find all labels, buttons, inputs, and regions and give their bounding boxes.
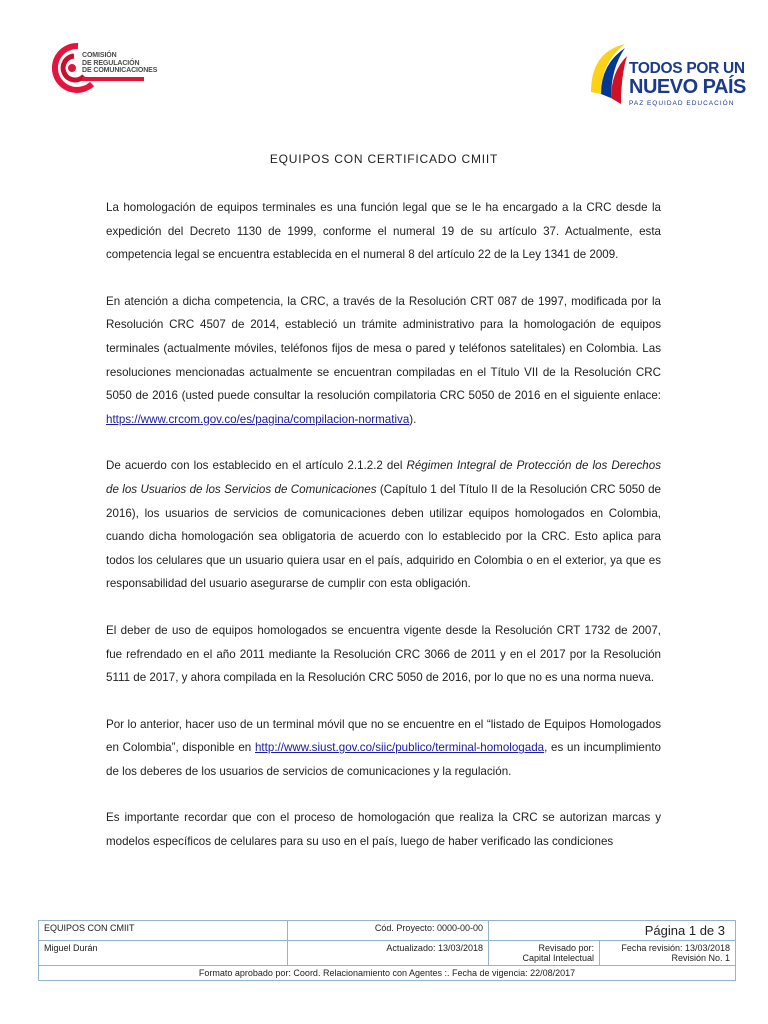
paragraph-5 xyxy=(106,713,661,784)
gov-logo xyxy=(585,42,745,112)
footer-review-date: Fecha revisión: 13/03/2018 xyxy=(621,943,730,953)
footer-updated: Actualizado: 13/03/2018 xyxy=(288,941,489,966)
p5-text: Por lo anterior, hacer uso de un terminal móvil que no se encuentre en el “listado de Equipos Homologados en Colombia”, disponible en xyxy=(106,717,661,755)
footer-revision: Revisión No. 1 xyxy=(671,953,730,963)
crc-logo xyxy=(48,40,198,100)
paragraph-2 xyxy=(106,290,661,432)
crc-line1: COMISIÓN xyxy=(82,52,117,59)
paragraph-1: La homologación de equipos terminales es una función legal que se le ha encargado a la CRC desde la expedición del Decreto 1130 de 1999, conforme el numeral 19 de su artículo 37. Actualmente, esta competencia legal se encuentra establecida en el numeral 8 del artículo 22 de la Ley 1341 de 2009. xyxy=(106,201,661,262)
p2-end: ). xyxy=(409,412,417,426)
paragraph-6: Es importante recordar que con el proceso de homologación que realiza la CRC se autorizan marcas y modelos específicos de celulares para su uso en el país, luego de haber verificado las condiciones xyxy=(106,811,661,849)
gov-line3: PAZ EQUIDAD EDUCACIÓN xyxy=(629,100,735,107)
footer-reviewed-label: Revisado por: xyxy=(538,943,594,953)
document-body xyxy=(106,196,661,877)
footer-page-number: Página 1 de 3 xyxy=(489,921,736,941)
footer-doc-name: EQUIPOS CON CMIIT xyxy=(39,921,288,941)
crc-line3: DE COMUNICACIONES xyxy=(82,67,158,74)
homologated-list-link[interactable]: http://www.siust.gov.co/siic/publico/terminal-homologada xyxy=(254,741,545,755)
flag-swoosh-icon xyxy=(585,42,629,112)
document-footer xyxy=(38,920,736,981)
p2-text: En atención a dicha competencia, la CRC, a través de la Resolución CRT 087 de 1997, modificada por la Resolución CRC 4507 de 2014, estableció un trámite administrativo para la homologación de equipos terminales (actualmente móviles, teléfonos fijos de mesa o pared y teléfonos satelitales) en Colombia. Las resoluciones mencionadas actualmente se encuentran compiladas en el Título VII de la Resolución CRC 5050 de 2016 (usted puede consultar la resolución compilatoria CRC 5050 de 2016 en el siguiente enlace: xyxy=(106,294,661,403)
footer-reviewed xyxy=(489,941,600,966)
footer-reviewed-by: Capital Intelectual xyxy=(522,953,594,963)
paragraph-3 xyxy=(106,454,661,596)
p3-italic: Régimen Integral de Protección de los Derechos de los Usuarios de los Servicios de Comunicaciones xyxy=(106,459,661,496)
p3-text: De acuerdo con los establecido en el artículo 2.1.2.2 del xyxy=(106,459,407,473)
page-title: EQUIPOS CON CERTIFICADO CMIIT xyxy=(269,152,499,166)
footer-revision-info xyxy=(600,941,736,966)
crc-tag-bar xyxy=(82,77,144,81)
crc-line2: DE REGULACIÓN xyxy=(82,59,140,67)
gov-line1: TODOS POR UN xyxy=(629,60,745,77)
p3-end: (Capítulo 1 del Título II de la Resolución CRC 5050 de 2016), los usuarios de servicios de comunicaciones deben utilizar equipos homologados en Colombia, cuando dicha homologación sea obligatoria de acuerdo con lo establecido por la CRC. Esto aplica para todos los celulares que un usuario quiera usar en el país, adquirido en Colombia o en el exterior, ya que es responsabilidad del usuario asegurarse de cumplir con esta obligación. xyxy=(106,482,661,591)
footer-project-code: Cód. Proyecto: 0000-00-00 xyxy=(288,921,489,941)
paragraph-4: El deber de uso de equipos homologados se encuentra vigente desde la Resolución CRT 1732 de 2007, fue refrendado en el año 2011 mediante la Resolución CRC 3066 de 2011 y en el 2017 por la Resolución 5111 de 2017, y ahora compilada en la Resolución CRC 5050 de 2016, por lo que no es una norma nueva. xyxy=(106,623,661,685)
footer-format-note: Formato aprobado por: Coord. Relacionamiento con Agentes :. Fecha de vigencia: 22/08/2017 xyxy=(39,966,736,981)
footer-author: Miguel Durán xyxy=(39,941,288,966)
crc-logo-text xyxy=(82,52,157,81)
p5-end: , es un incumplimiento de los deberes de los usuarios de servicios de comunicaciones y la regulación. xyxy=(106,741,661,778)
gov-line2: NUEVO PAÍS xyxy=(629,76,746,98)
compilation-link[interactable]: https://www.crcom.gov.co/es/pagina/compilacion-normativa xyxy=(106,412,410,426)
